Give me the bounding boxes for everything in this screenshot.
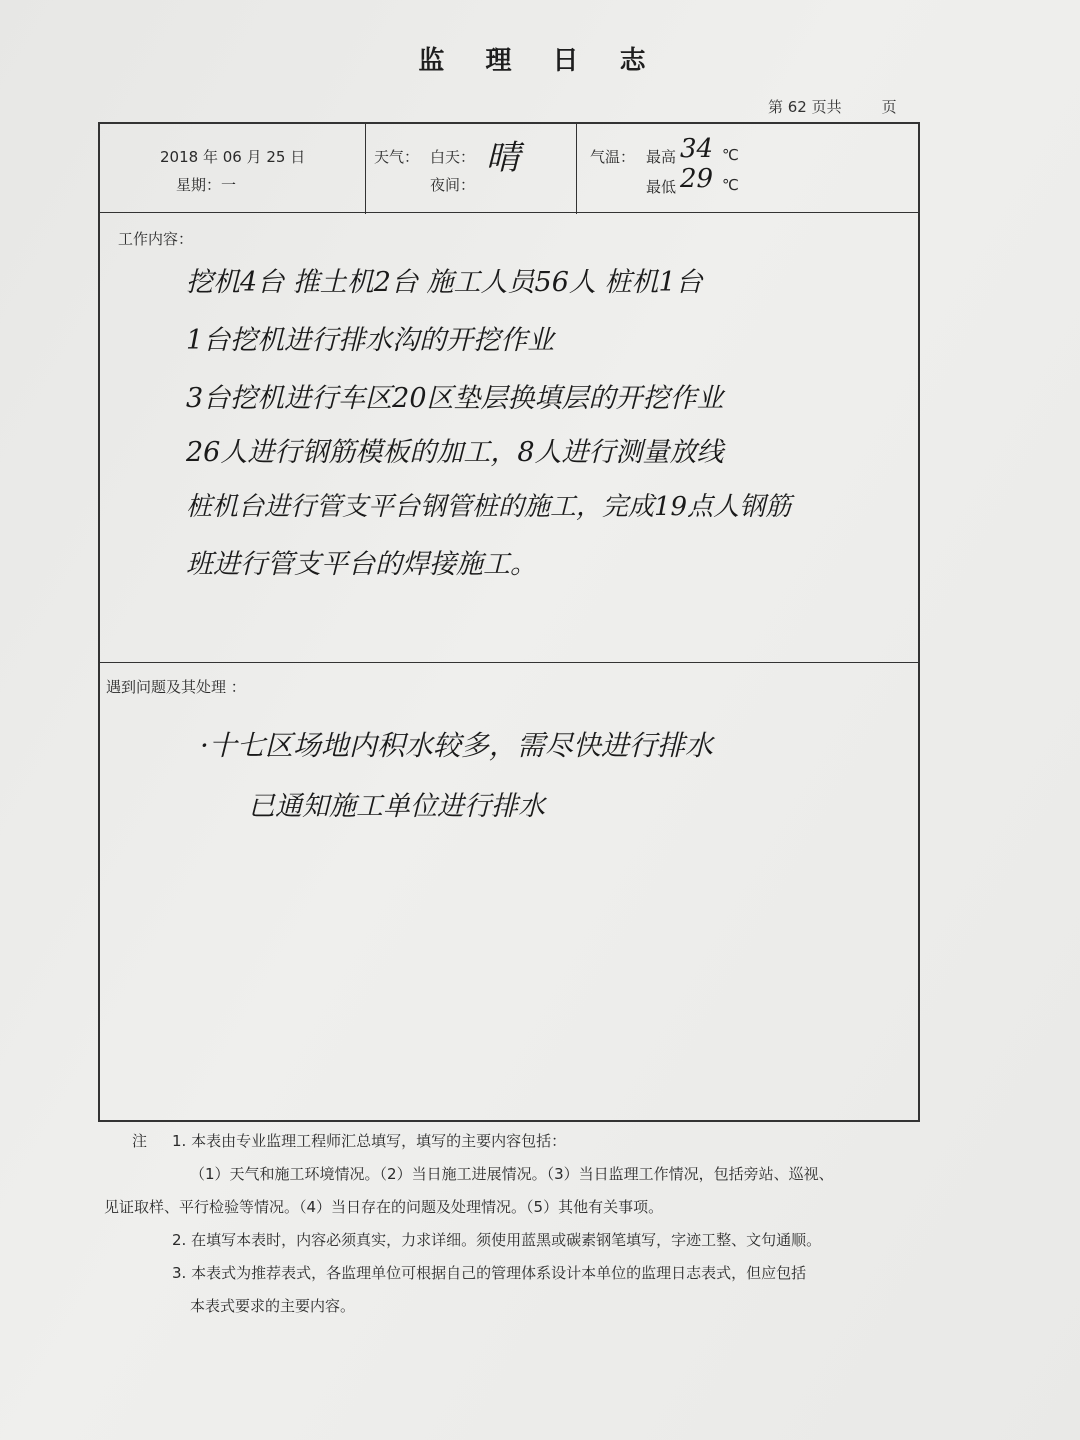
day-label: 白天： bbox=[430, 148, 476, 166]
note-line: 本表式要求的主要内容。 bbox=[190, 1297, 356, 1315]
page-number-prefix: 第 62 页共 bbox=[768, 98, 842, 116]
notes-head: 注 bbox=[132, 1132, 148, 1150]
weekday-field bbox=[176, 174, 236, 195]
high-label: 最高 bbox=[646, 148, 677, 166]
temp-label: 气温： bbox=[590, 148, 636, 166]
note-line: 3. 本表式为推荐表式，各监理单位可根据自己的管理体系设计本单位的监理日志表式，但应包括 bbox=[172, 1264, 807, 1282]
issues-label: 遇到问题及其处理 ： bbox=[106, 678, 246, 696]
work-line: 26人进行钢筋模板的加工，8人进行测量放线 bbox=[186, 437, 724, 468]
header-divider bbox=[576, 124, 577, 214]
low-temp-value: 29 bbox=[680, 164, 714, 194]
issue-line: ·十七区场地内积水较多，需尽快进行排水 bbox=[200, 729, 713, 762]
work-line: 班进行管支平台的焊接施工。 bbox=[186, 549, 537, 580]
day-weather-value: 晴 bbox=[486, 138, 520, 178]
weekday-value: 一 bbox=[221, 176, 237, 194]
night-label: 夜间： bbox=[430, 176, 476, 194]
log-form bbox=[98, 122, 920, 1122]
work-line: 1台挖机进行排水沟的开挖作业 bbox=[186, 325, 555, 356]
work-content-label: 工作内容： bbox=[118, 230, 194, 248]
page-number bbox=[768, 96, 897, 117]
issue-line: 已通知施工单位进行排水 bbox=[248, 791, 545, 822]
note-line: 见证取样、平行检验等情况。（4）当日存在的问题及处理情况。（5）其他有关事项。 bbox=[104, 1198, 664, 1216]
row-divider bbox=[100, 212, 918, 213]
page-number-suffix: 页 bbox=[881, 98, 897, 116]
note-line: 1. 本表由专业监理工程师汇总填写，填写的主要内容包括： bbox=[172, 1132, 567, 1150]
high-temp-value: 34 bbox=[680, 134, 714, 164]
work-line: 桩机台进行管支平台钢管桩的施工，完成19点人钢筋 bbox=[186, 492, 792, 522]
note-line: （1）天气和施工环境情况。（2）当日施工进展情况。（3）当日监理工作情况，包括旁站、巡视、 bbox=[190, 1165, 834, 1183]
page-title: 监 理 日 志 bbox=[418, 46, 662, 76]
note-line: 2. 在填写本表时，内容必须真实，力求详细。须使用蓝黑或碳素钢笔填写，字迹工整、文句通顺。 bbox=[172, 1231, 822, 1249]
low-unit: ℃ bbox=[722, 176, 739, 194]
date-line: 2018 年 06 月 25 日 bbox=[160, 148, 306, 166]
row-divider bbox=[100, 662, 918, 663]
weekday-label: 星期： bbox=[176, 176, 222, 194]
high-unit: ℃ bbox=[722, 146, 739, 164]
work-line: 3台挖机进行车区20区垫层换填层的开挖作业 bbox=[186, 383, 724, 414]
header-divider bbox=[365, 124, 366, 214]
weather-label: 天气： bbox=[374, 148, 420, 166]
work-line: 挖机4台 推土机2台 施工人员56人 桩机1台 bbox=[186, 267, 703, 298]
low-label: 最低 bbox=[646, 178, 677, 196]
